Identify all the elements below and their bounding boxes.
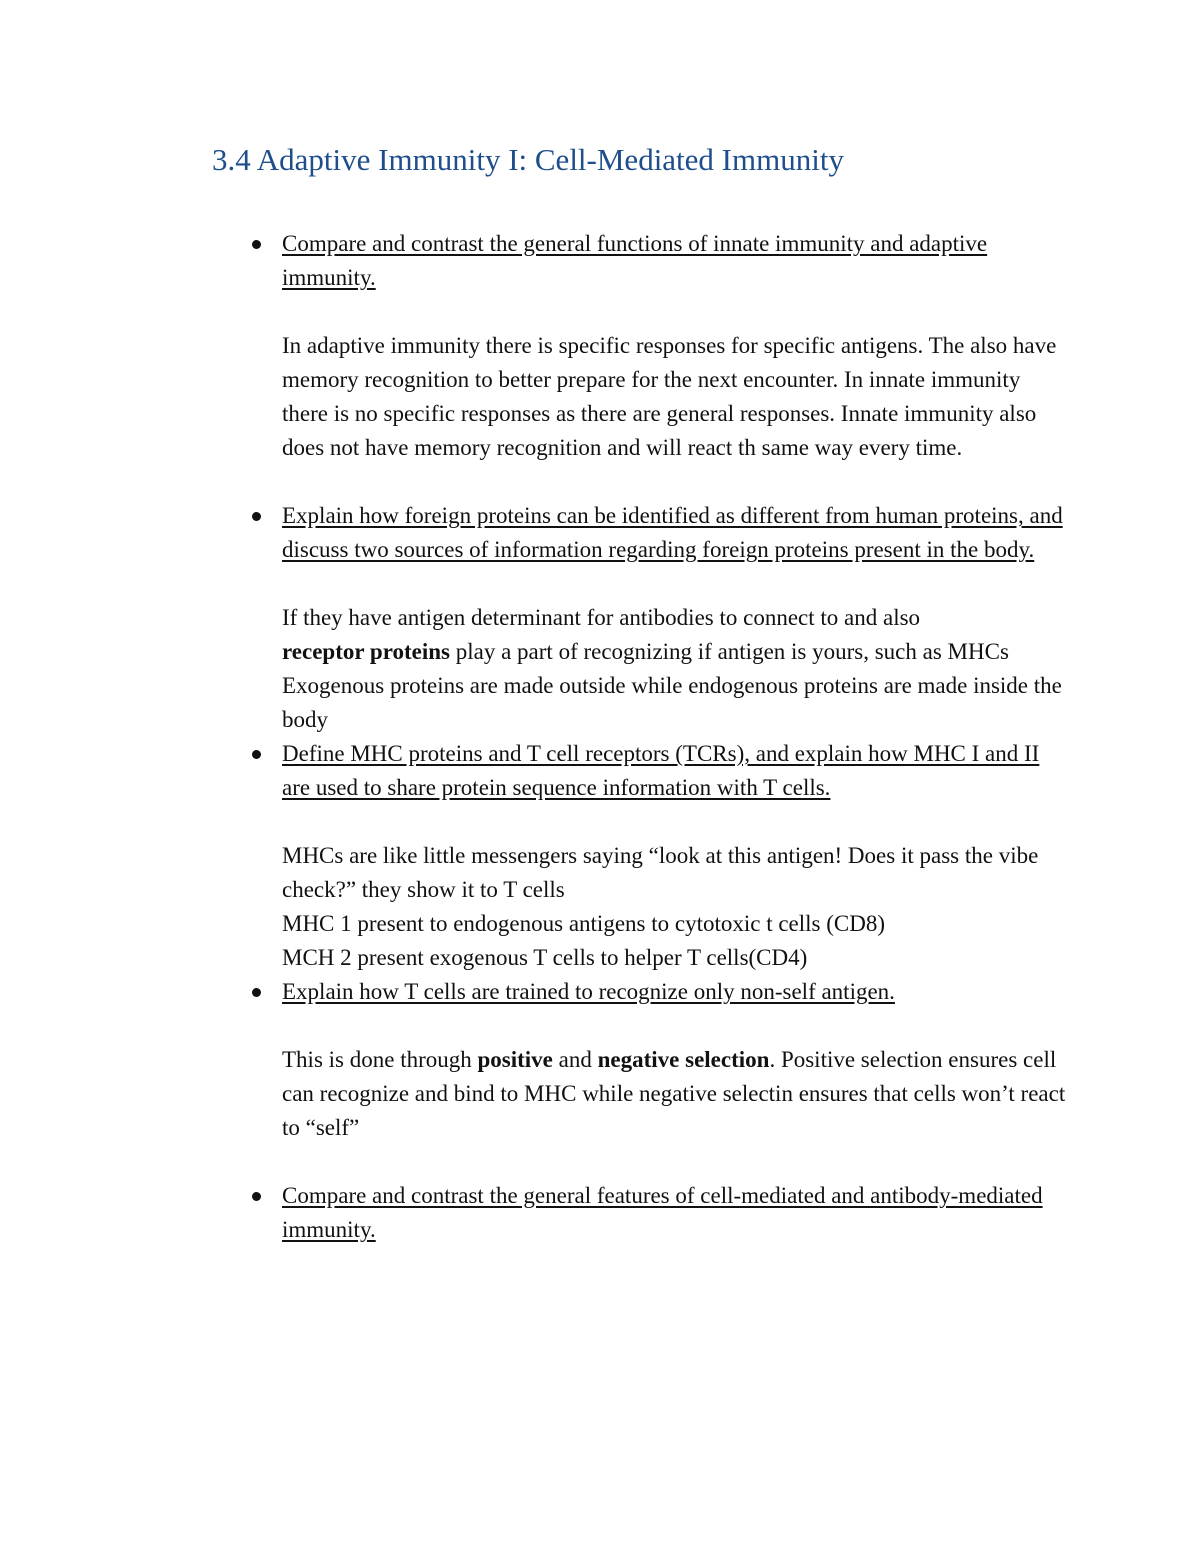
answer-line: If they have antigen determinant for antibodies to connect to and also [282,605,921,630]
list-item [212,975,1070,1145]
question-heading: Explain how T cells are trained to recognize only non-self antigen. [282,979,895,1004]
bold-term: positive [477,1047,553,1072]
answer-segment: and [552,1047,598,1072]
list-item [212,499,1070,737]
spacer [212,465,1070,499]
answer-paragraph: MHCs are like little messengers saying “look at this antigen! Does it pass the vibe check?” they show it to T cells [282,843,1039,902]
list-item [212,227,1070,465]
list-item [212,737,1070,975]
spacer [212,1145,1070,1179]
answer-text [282,601,1070,737]
question-heading: Explain how foreign proteins can be identified as different from human proteins, and discuss two sources of information regarding foreign proteins present in the body. [282,503,1063,562]
question-heading: Compare and contrast the general functions of innate immunity and adaptive immunity. [282,231,988,290]
answer-segment: This is done through [282,1047,478,1072]
bullet-icon [252,988,261,997]
bold-term: receptor proteins [282,639,450,664]
answer-paragraph: Exogenous proteins are made outside while endogenous proteins are made inside the body [282,673,1062,732]
answer-text [282,329,1070,465]
bold-term: negative selection [597,1047,770,1072]
list-item [212,1179,1070,1247]
answer-text [282,1043,1070,1145]
question-heading: Define MHC proteins and T cell receptors (TCRs), and explain how MHC I and II are used to share protein sequence information with T cells. [282,741,1040,800]
answer-paragraph: MCH 2 present exogenous T cells to helper T cells(CD4) [282,945,808,970]
answer-paragraph [282,601,1070,669]
bullet-icon [252,240,261,249]
question-heading: Compare and contrast the general features of cell-mediated and antibody-mediated immunity. [282,1183,1043,1242]
bullet-icon [252,512,261,521]
answer-paragraph: MHC 1 present to endogenous antigens to cytotoxic t cells (CD8) [282,911,886,936]
answer-text [282,839,1070,975]
bullet-icon [252,1192,261,1201]
answer-paragraph: In adaptive immunity there is specific responses for specific antigens. The also have memory recognition to better prepare for the next encounter. In innate immunity there is no specific responses as there are general responses. Innate immunity also does not have memory recognition and will react th same way every time. [282,333,1057,460]
answer-paragraph [282,1043,1070,1145]
page-title: 3.4 Adaptive Immunity I: Cell-Mediated Immunity [212,142,844,177]
bullet-icon [252,750,261,759]
answer-line: play a part of recognizing if antigen is yours, such as MHCs [450,639,1009,664]
answer-segment: . Positive selection ensures cell can recognize and bind to MHC while negative selectin ensures that cells won’t react to “self” [282,1047,1066,1140]
